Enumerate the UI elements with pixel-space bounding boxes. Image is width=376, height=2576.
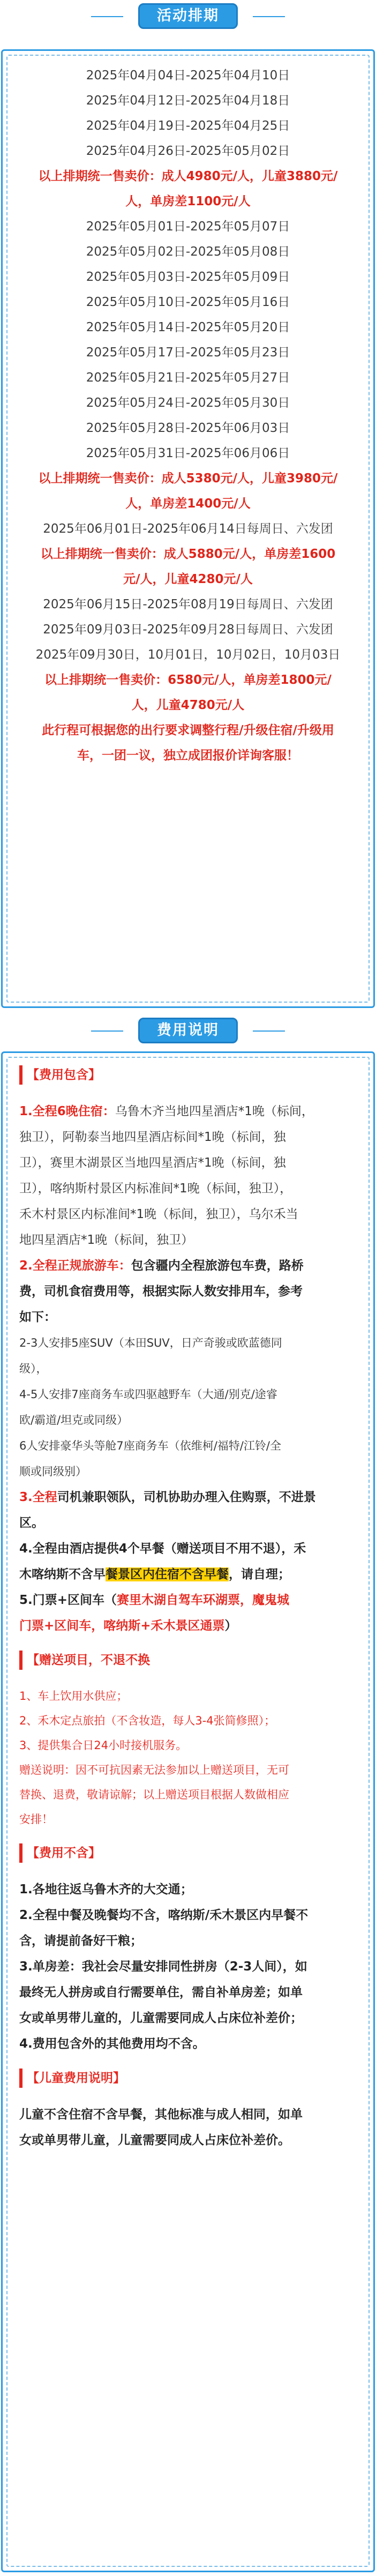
child-line: 女或单男带儿童，儿童需要同成人占床位补差价。 bbox=[19, 2133, 290, 2147]
schedule-date-line: 2025年05月02日-2025年05月08日 bbox=[86, 245, 290, 259]
schedule-price-line: 元/人，儿童4280元/人 bbox=[123, 572, 253, 586]
gift-item: 1、车上饮用水供应； bbox=[19, 1690, 128, 1703]
hotel-label: 1.全程6晚住宿： bbox=[19, 1104, 115, 1118]
ticket-red2: 门票+区间车，喀纳斯+禾木景区通票 bbox=[19, 1619, 225, 1633]
gift-list bbox=[19, 1684, 360, 1832]
gift-heading: 【赠送项目，不退不换 bbox=[19, 1651, 360, 1670]
schedule-price-line: 此行程可根据您的出行要求调整行程/升级住宿/升级用 bbox=[42, 723, 334, 737]
car-option: 欧/霸道/坦克或同级） bbox=[19, 1414, 129, 1427]
child-text bbox=[19, 2102, 360, 2153]
schedule-date-line: 2025年05月24日-2025年05月30日 bbox=[86, 396, 290, 410]
included-heading: 【费用包含】 bbox=[19, 1065, 360, 1085]
car-option: 级）， bbox=[19, 1362, 48, 1375]
child-heading: 【儿童费用说明】 bbox=[19, 2069, 360, 2088]
excluded-line: 1.各地往返乌鲁木齐的大交通； bbox=[19, 1883, 193, 1896]
spacer bbox=[19, 1639, 360, 1651]
schedule-date-line: 2025年05月03日-2025年05月09日 bbox=[86, 270, 290, 284]
schedule-date-line: 2025年04月04日-2025年04月10日 bbox=[86, 69, 290, 83]
schedule-date-line: 2025年05月17日-2025年05月23日 bbox=[86, 346, 290, 360]
ticket-suffix: ） bbox=[224, 1619, 237, 1633]
schedule-date-line: 2025年09月03日-2025年09月28日每周日、六发团 bbox=[43, 623, 333, 637]
schedule-price-line: 人，单房差1400元/人 bbox=[125, 497, 251, 511]
schedule-price-line: 车，一团一议，独立成团报价详询客服！ bbox=[77, 749, 299, 763]
schedule-price-line: 人，单房差1100元/人 bbox=[125, 195, 251, 208]
car-line: 包含疆内全程旅游包车费，路桥 bbox=[131, 1259, 304, 1273]
schedule-price-line: 以上排期统一售卖价：成人5380元/人，儿童3980元/ bbox=[38, 472, 338, 486]
schedule-date-line: 2025年06月01日-2025年06月14日每周日、六发团 bbox=[43, 522, 333, 536]
ticket-prefix: 5.门票+区间车（ bbox=[19, 1593, 117, 1607]
hotel-paragraph bbox=[19, 1099, 360, 1253]
driver-paragraph bbox=[19, 1484, 360, 1536]
car-option: 4-5人安排7座商务车或四驱越野车（大通/别克/途睿 bbox=[19, 1388, 277, 1401]
ticket-red: 赛里木湖自驾车环湖票，魔鬼城 bbox=[117, 1593, 290, 1607]
car-option: 顺或同级别） bbox=[19, 1465, 87, 1478]
schedule-price-line: 人，儿童4780元/人 bbox=[131, 698, 245, 712]
fee-title-bar bbox=[0, 1014, 376, 1048]
car-options bbox=[19, 1330, 360, 1484]
schedule-date-line: 2025年05月21日-2025年05月27日 bbox=[86, 371, 290, 385]
car-option: 2-3人安排5座SUV（本田SUV，日产奇骏或欧蓝德同 bbox=[19, 1336, 282, 1349]
schedule-date-line: 2025年05月01日-2025年05月07日 bbox=[86, 220, 290, 234]
schedule-date-line: 2025年05月14日-2025年05月20日 bbox=[86, 320, 290, 334]
title-line-left bbox=[91, 16, 123, 17]
excluded-list bbox=[19, 1877, 360, 2057]
ticket-paragraph bbox=[19, 1587, 360, 1639]
gift-note: 安排！ bbox=[19, 1813, 53, 1826]
schedule-list bbox=[0, 63, 376, 768]
schedule-price-line: 以上排期统一售卖价：成人4980元/人，儿童3880元/ bbox=[38, 169, 338, 183]
hotel-line: 卫），赛里木湖景区当地四星酒店*1晚（标间，独 bbox=[19, 1156, 286, 1170]
title-line-right bbox=[253, 1031, 285, 1032]
spacer bbox=[19, 2057, 360, 2069]
schedule-date-line: 2025年06月15日-2025年08月19日每周日、六发团 bbox=[43, 598, 333, 611]
schedule-date-line: 2025年04月26日-2025年05月02日 bbox=[86, 144, 290, 158]
schedule-date-line: 2025年04月12日-2025年04月18日 bbox=[86, 94, 290, 108]
meal-highlight: 餐景区内住宿不含早餐 bbox=[106, 1567, 229, 1581]
excluded-line: 含，请提前备好干粮； bbox=[19, 1934, 142, 1948]
schedule-date-line: 2025年05月31日-2025年06月06日 bbox=[86, 446, 290, 460]
driver-prefix: 3.全程 bbox=[19, 1490, 57, 1504]
excluded-line: 2.全程中餐及晚餐均不含，喀纳斯/禾木景区内早餐不 bbox=[19, 1908, 309, 1922]
meal-line: 4.全程由酒店提供4个早餐（赠送项目不用不退），禾 bbox=[19, 1542, 306, 1556]
car-line: 如下： bbox=[19, 1310, 56, 1324]
driver-tail: 区。 bbox=[19, 1516, 44, 1530]
excluded-line: 4.费用包含外的其他费用均不含。 bbox=[19, 2037, 205, 2051]
schedule-date-line: 2025年05月10日-2025年05月16日 bbox=[86, 295, 290, 309]
car-paragraph bbox=[19, 1253, 360, 1330]
hotel-line: 禾木村景区内标准间*1晚（标间，独卫），乌尔禾当 bbox=[19, 1207, 298, 1221]
schedule-price-line: 以上排期统一售卖价：成人5880元/人，单房差1600 bbox=[40, 547, 336, 561]
excluded-heading: 【费用不含】 bbox=[19, 1843, 360, 1863]
fee-content bbox=[19, 1065, 360, 2153]
meal-prefix: 木喀纳斯不含早 bbox=[19, 1567, 106, 1581]
title-line-right bbox=[253, 16, 285, 17]
gift-note: 赠送说明：因不可抗因素无法参加以上赠送项目，无可 bbox=[19, 1764, 289, 1776]
gift-note: 替换、退费，敬请谅解；以上赠送项目根据人数做相应 bbox=[19, 1788, 289, 1801]
gift-item: 3、提供集合日24小时接机服务。 bbox=[19, 1739, 187, 1752]
car-label: 2.全程正规旅游车： bbox=[19, 1259, 131, 1273]
schedule-price-line: 以上排期统一售卖价：6580元/人，单房差1800元/ bbox=[44, 673, 332, 687]
excluded-line: 最终无人拼房或自行需要单住，需自补单房差；如单 bbox=[19, 1985, 303, 1999]
schedule-title-bar bbox=[0, 0, 376, 33]
fee-title: 费用说明 bbox=[138, 1018, 238, 1043]
hotel-line: 地四星酒店*1晚（标间，独卫） bbox=[19, 1233, 194, 1247]
meal-paragraph bbox=[19, 1536, 360, 1587]
excluded-line: 3.单房差：我社会尽量安排同性拼房（2-3人间），如 bbox=[19, 1960, 307, 1974]
schedule-date-line: 2025年09月30日，10月01日，10月02日，10月03日 bbox=[35, 648, 341, 662]
excluded-line: 女或单男带儿童的，儿童需要同成人占床位补差价； bbox=[19, 2011, 303, 2025]
schedule-date-line: 2025年05月28日-2025年06月03日 bbox=[86, 421, 290, 435]
gift-item: 2、禾木定点旅拍（不含妆造，每人3-4张简修照）； bbox=[19, 1714, 276, 1727]
hotel-line: 卫），喀纳斯村景区内标准间*1晚（标间，独卫）， bbox=[19, 1182, 292, 1196]
hotel-line: 独卫），阿勒泰当地四星酒店标间*1晚（标间，独 bbox=[19, 1130, 286, 1144]
spacer bbox=[19, 1832, 360, 1843]
driver-text: 司机兼职领队，司机协助办理入住购票，不进景 bbox=[57, 1490, 316, 1504]
title-line-left bbox=[91, 1031, 123, 1032]
car-line: 费，司机食宿费用等，根据实际人数安排用车，参考 bbox=[19, 1285, 303, 1298]
meal-suffix: ，请自理； bbox=[229, 1567, 290, 1581]
car-option: 6人安排豪华头等舱7座商务车（依维柯/福特/江铃/全 bbox=[19, 1439, 281, 1452]
schedule-title: 活动排期 bbox=[138, 3, 238, 29]
hotel-line: 乌鲁木齐当地四星酒店*1晚（标间， bbox=[115, 1104, 314, 1118]
child-line: 儿童不含住宿不含早餐，其他标准与成人相同，如单 bbox=[19, 2108, 303, 2122]
schedule-date-line: 2025年04月19日-2025年04月25日 bbox=[86, 119, 290, 133]
